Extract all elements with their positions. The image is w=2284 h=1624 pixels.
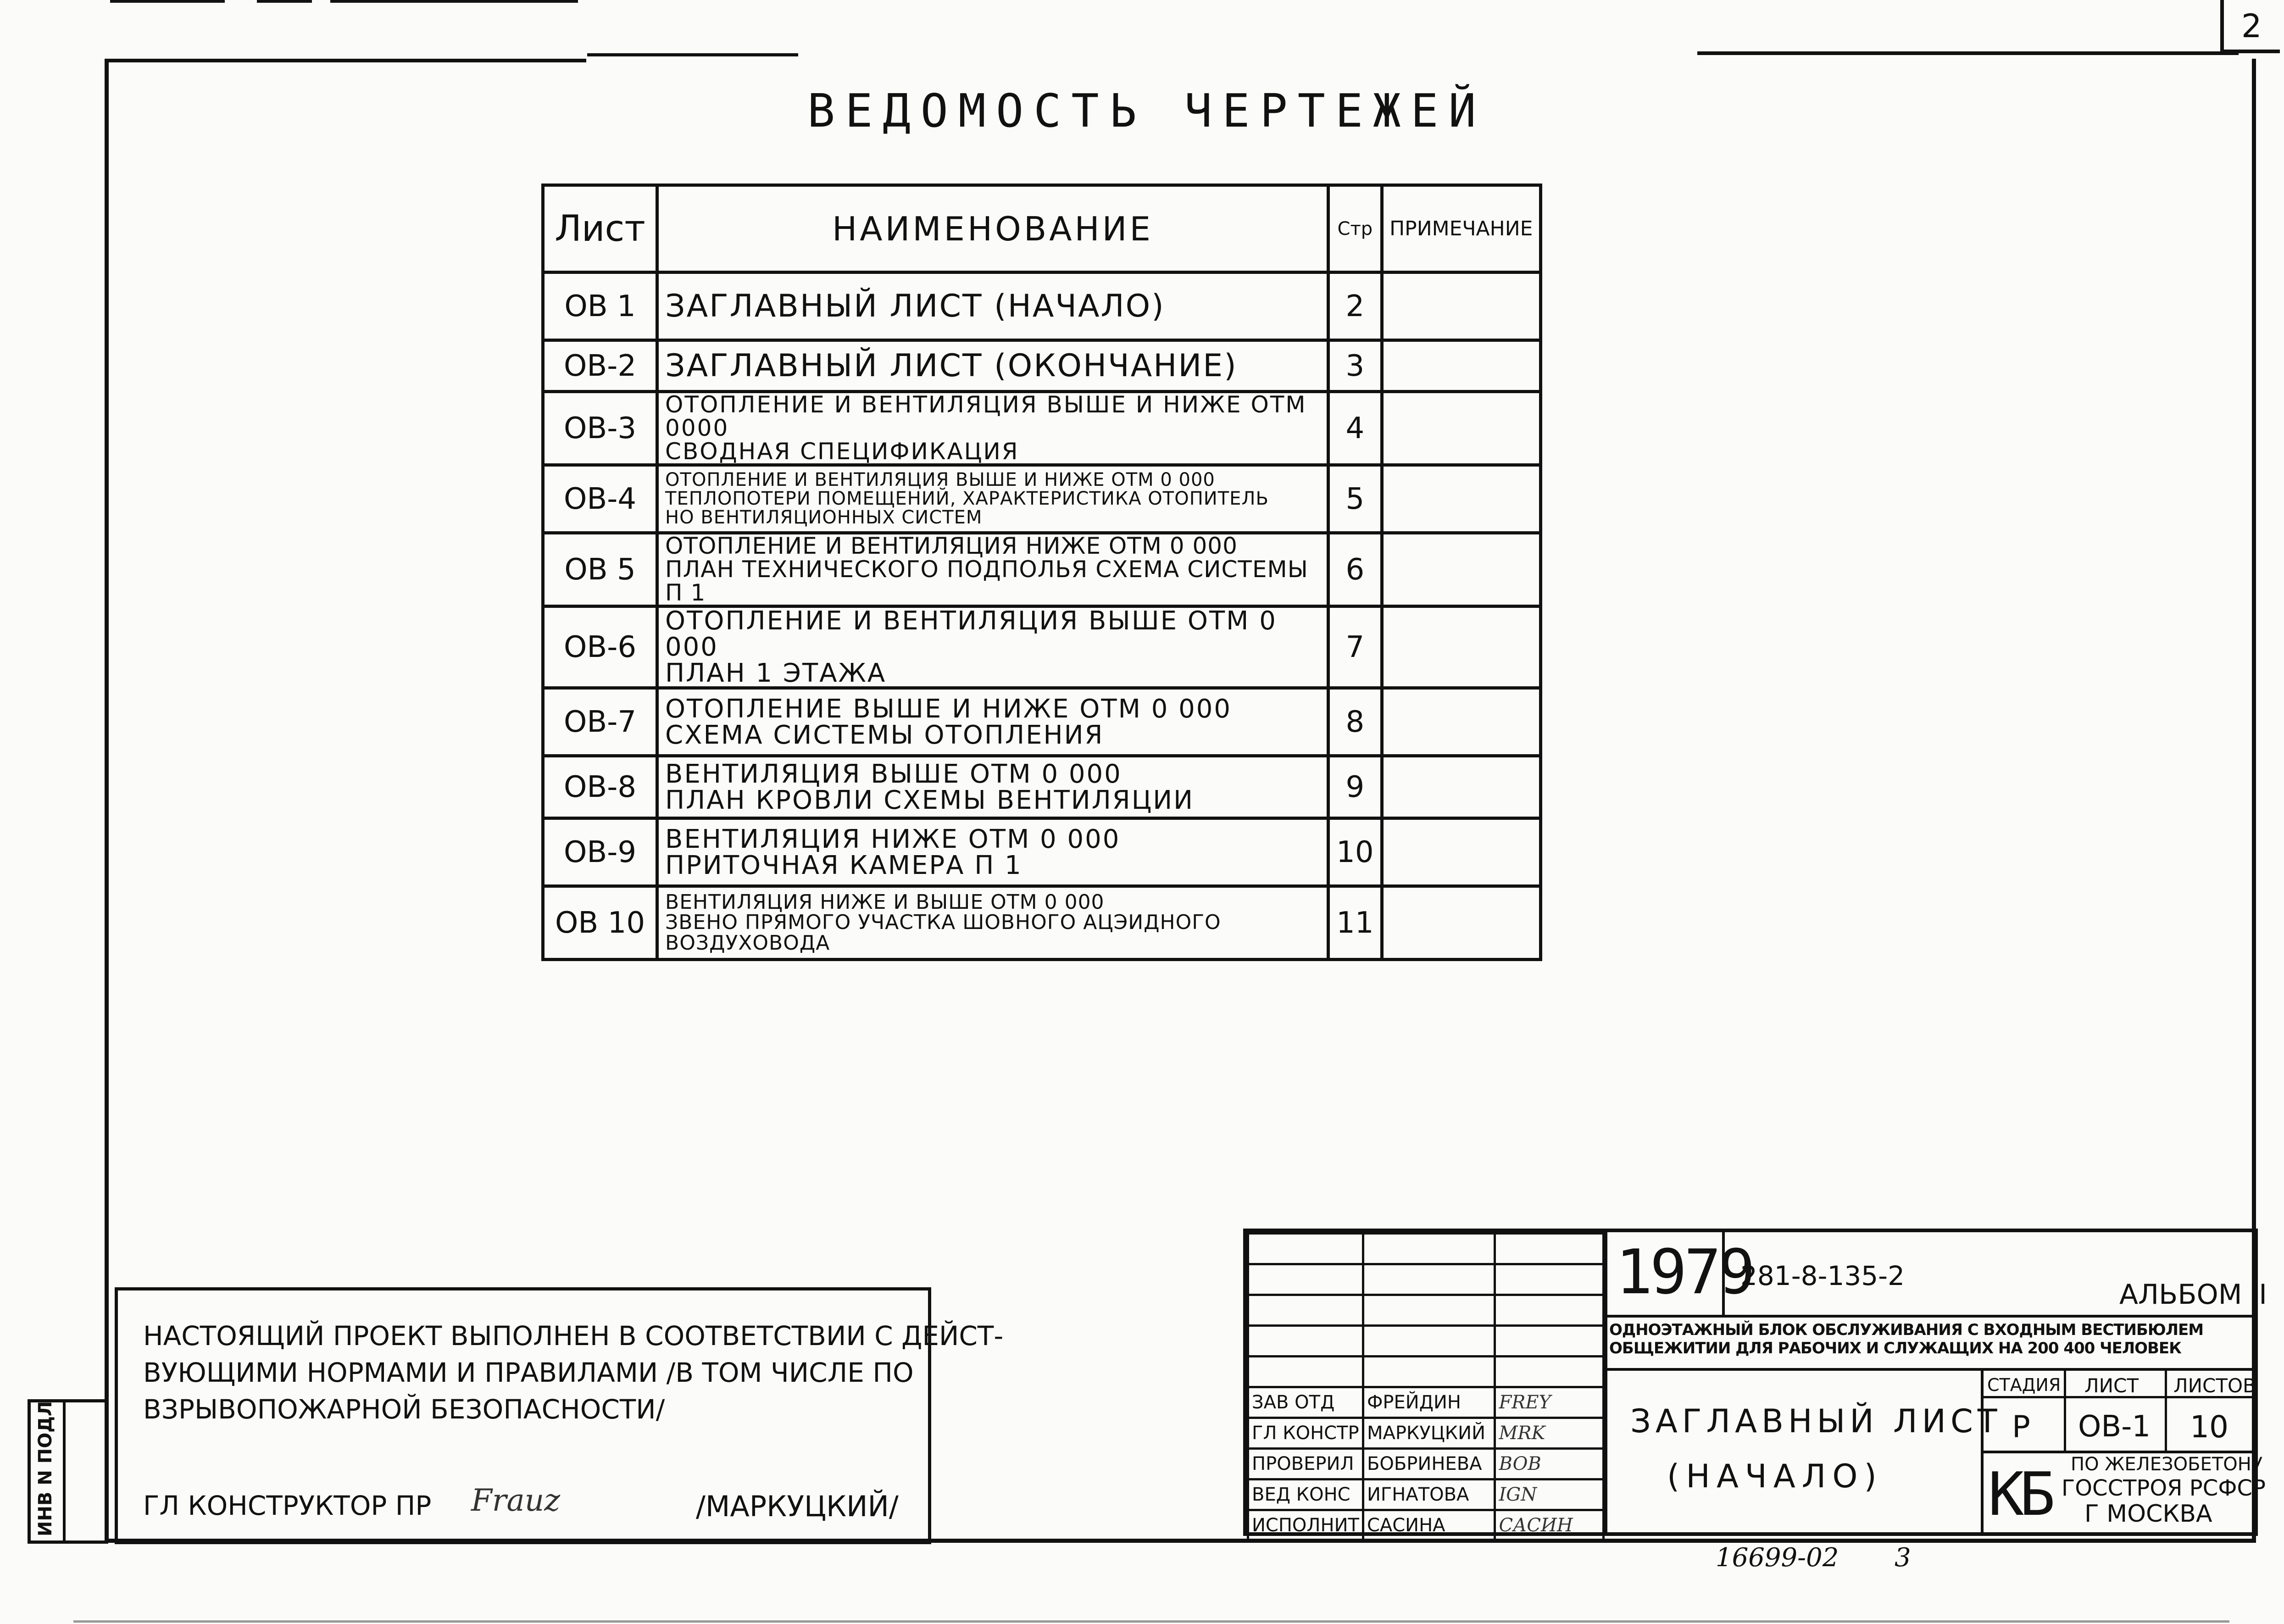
row-note	[1382, 688, 1540, 756]
signature-row	[1248, 1418, 1604, 1449]
table-row	[543, 273, 1541, 340]
stage-cell	[1984, 1398, 2066, 1453]
sig-name: САСИНА	[1363, 1510, 1495, 1541]
sheet-title-cell	[1607, 1368, 2002, 1532]
row-sheet: ОВ 10	[543, 886, 657, 960]
side-stamp	[28, 1399, 108, 1544]
project-line: ОБЩЕЖИТИИ ДЛЯ РАБОЧИХ И СЛУЖАЩИХ НА 200 400 ЧЕЛОВЕК	[1609, 1339, 2181, 1357]
table-row	[543, 886, 1541, 960]
org-line: ПО ЖЕЛЕЗОБЕТОНУ	[2071, 1454, 2263, 1475]
sheets-value: 10	[2190, 1409, 2228, 1445]
sheet-label: ЛИСТ	[2084, 1374, 2139, 1397]
project-name-row	[1607, 1318, 2254, 1369]
sig-role: ПРОВЕРИЛ	[1248, 1449, 1363, 1479]
sig-mark: MRK	[1495, 1418, 1604, 1449]
row-name: ОТОПЛЕНИЕ ВЫШЕ И НИЖЕ ОТМ 0 000 СХЕМА СИСТЕМЫ ОТОПЛЕНИЯ	[657, 688, 1328, 756]
row-name: ОТОПЛЕНИЕ И ВЕНТИЛЯЦИЯ ВЫШЕ И НИЖЕ ОТМ 0000 СВОДНАЯ СПЕЦИФИКАЦИЯ	[657, 392, 1328, 465]
row-page: 10	[1328, 818, 1382, 886]
year: 1979	[1616, 1236, 1753, 1308]
stage-label-cell	[1984, 1371, 2066, 1398]
row-note	[1382, 465, 1540, 533]
corner-number: 2	[2241, 7, 2262, 45]
compliance-line: ВУЮЩИМИ НОРМАМИ И ПРАВИЛАМИ /В ТОМ ЧИСЛЕ ПО	[143, 1357, 914, 1388]
corner-number-box	[2220, 0, 2280, 53]
row-note	[1382, 340, 1540, 392]
sig-role: ВЕД КОНС	[1248, 1479, 1363, 1510]
sig-name: ФРЕЙДИН	[1363, 1387, 1495, 1418]
table-row	[543, 392, 1541, 465]
row-name: ВЕНТИЛЯЦИЯ НИЖЕ ОТМ 0 000 ПРИТОЧНАЯ КАМЕРА П 1	[657, 818, 1328, 886]
row-note	[1382, 756, 1540, 818]
sheets-label-cell	[2167, 1371, 2254, 1398]
compliance-line: ВЗРЫВОПОЖАРНОЙ БЕЗОПАСНОСТИ/	[143, 1394, 665, 1425]
sheet-cell	[2066, 1398, 2167, 1453]
org-line: Г МОСКВА	[2084, 1500, 2212, 1528]
row-sheet: ОВ-3	[543, 392, 657, 465]
organization-cell	[1984, 1451, 2266, 1532]
row-note	[1382, 886, 1540, 960]
sig-mark: FREY	[1495, 1387, 1604, 1418]
side-stamp-text: ИНВ N ПОДЛ	[35, 1401, 56, 1536]
sig-name: ИГНАТОВА	[1363, 1479, 1495, 1510]
row-note	[1382, 533, 1540, 606]
sheet-value: ОВ-1	[2078, 1410, 2151, 1444]
row-page: 4	[1328, 392, 1382, 465]
row-sheet: ОВ 1	[543, 273, 657, 340]
sheets-label: ЛИСТОВ	[2173, 1374, 2256, 1397]
sheets-cell	[2167, 1398, 2254, 1453]
archive-page: 3	[1895, 1543, 1911, 1573]
row-sheet: ОВ-4	[543, 465, 657, 533]
row-sheet: ОВ-7	[543, 688, 657, 756]
row-note	[1382, 273, 1540, 340]
compliance-note	[115, 1287, 1004, 1544]
album: АЛЬБОМ II	[2119, 1279, 2267, 1311]
table-row	[543, 465, 1541, 533]
row-page: 2	[1328, 273, 1382, 340]
header-page: Стр	[1328, 185, 1382, 273]
signature-row	[1248, 1449, 1604, 1479]
row-note	[1382, 606, 1540, 688]
stage-label: СТАДИЯ	[1987, 1375, 2061, 1395]
code-row	[1607, 1232, 2267, 1318]
row-page: 7	[1328, 606, 1382, 688]
table-row	[543, 818, 1541, 886]
signer-name: /МАРКУЦКИЙ/	[696, 1490, 899, 1523]
project-line: ОДНОЭТАЖНЫЙ БЛОК ОБСЛУЖИВАНИЯ С ВХОДНЫМ ВЕСТИБЮЛЕМ	[1609, 1321, 2204, 1339]
row-name: ОТОПЛЕНИЕ И ВЕНТИЛЯЦИЯ ВЫШЕ ОТМ 0 000 ПЛАН 1 ЭТАЖА	[657, 606, 1328, 688]
frame-top-mid	[587, 53, 798, 56]
title-block-main	[1605, 1232, 2267, 1532]
sig-name: МАРКУЦКИЙ	[1363, 1418, 1495, 1449]
org-logo: КБ	[1988, 1459, 2051, 1529]
scan-mark	[257, 0, 312, 3]
row-name: ОТОПЛЕНИЕ И ВЕНТИЛЯЦИЯ ВЫШЕ И НИЖЕ ОТМ 0 000 ТЕПЛОПОТЕРИ ПОМЕЩЕНИЙ, ХАРАКТЕРИСТИКА ОТОПИТЕЛЬ НО ВЕНТИЛЯЦИОННЫХ СИСТЕМ	[657, 465, 1328, 533]
title-block	[1243, 1229, 2267, 1536]
row-sheet: ОВ 5	[543, 533, 657, 606]
scan-mark	[330, 0, 578, 3]
page-title: ВЕДОМОСТЬ ЧЕРТЕЖЕЙ	[807, 84, 1486, 138]
sheet-title: ЗАГЛАВНЫЙ ЛИСТ	[1630, 1402, 2002, 1440]
signature-row	[1248, 1479, 1604, 1510]
sig-role: ГЛ КОНСТР	[1248, 1418, 1363, 1449]
row-note	[1382, 818, 1540, 886]
sheet-title: (НАЧАЛО)	[1667, 1457, 1883, 1495]
frame-top-left	[105, 59, 586, 62]
table-row	[543, 756, 1541, 818]
row-name: ЗАГЛАВНЫЙ ЛИСТ (ОКОНЧАНИЕ)	[657, 340, 1328, 392]
row-sheet: ОВ-8	[543, 756, 657, 818]
signature-row	[1248, 1510, 1604, 1541]
sig-role: ЗАВ ОТД	[1248, 1387, 1363, 1418]
stage-value: Р	[2012, 1409, 2030, 1445]
row-sheet: ОВ-6	[543, 606, 657, 688]
sig-name: БОБРИНЕВА	[1363, 1449, 1495, 1479]
signer-label: ГЛ КОНСТРУКТОР ПР	[143, 1490, 432, 1521]
sig-role: ИСПОЛНИТ	[1248, 1510, 1363, 1541]
row-page: 8	[1328, 688, 1382, 756]
table-row	[543, 688, 1541, 756]
year-cell	[1607, 1232, 1753, 1315]
table-row	[543, 533, 1541, 606]
row-name: ОТОПЛЕНИЕ И ВЕНТИЛЯЦИЯ НИЖЕ ОТМ 0 000 ПЛАН ТЕХНИЧЕСКОГО ПОДПОЛЬЯ СХЕМА СИСТЕМЫ П 1	[657, 533, 1328, 606]
signature-row	[1248, 1387, 1604, 1418]
org-line: ГОССТРОЯ РСФСР	[2062, 1475, 2266, 1501]
row-name: ЗАГЛАВНЫЙ ЛИСТ (НАЧАЛО)	[657, 273, 1328, 340]
table-row	[543, 340, 1541, 392]
stage-grid	[1984, 1368, 2254, 1453]
drawings-table	[541, 184, 1542, 961]
row-name: ВЕНТИЛЯЦИЯ НИЖЕ И ВЫШЕ ОТМ 0 000 ЗВЕНО ПРЯМОГО УЧАСТКА ШОВНОГО АЦЭИДНОГО ВОЗДУХОВОДА	[657, 886, 1328, 960]
row-page: 6	[1328, 533, 1382, 606]
row-page: 3	[1328, 340, 1382, 392]
row-name: ВЕНТИЛЯЦИЯ ВЫШЕ ОТМ 0 000 ПЛАН КРОВЛИ СХЕМЫ ВЕНТИЛЯЦИИ	[657, 756, 1328, 818]
sig-mark: IGN	[1495, 1479, 1604, 1510]
table-header	[543, 185, 1541, 273]
scan-mark	[110, 0, 225, 3]
row-sheet: ОВ-2	[543, 340, 657, 392]
sig-mark: САСИН	[1495, 1510, 1604, 1541]
header-note: ПРИМЕЧАНИЕ	[1382, 185, 1540, 273]
project-code: 281-8-135-2	[1740, 1260, 1905, 1291]
signature: Frauz	[471, 1483, 560, 1518]
sheet-label-cell	[2066, 1371, 2167, 1398]
row-page: 5	[1328, 465, 1382, 533]
signature-table	[1247, 1232, 1605, 1542]
row-note	[1382, 392, 1540, 465]
table-row	[543, 606, 1541, 688]
row-sheet: ОВ-9	[543, 818, 657, 886]
header-name: НАИМЕНОВАНИЕ	[657, 185, 1328, 273]
compliance-line: НАСТОЯЩИЙ ПРОЕКТ ВЫПОЛНЕН В СООТВЕТСТВИИ С ДЕЙСТ-	[143, 1320, 1004, 1351]
frame-top-right	[1697, 51, 2239, 55]
archive-number: 16699-02	[1716, 1543, 1839, 1573]
header-sheet: Лист	[543, 185, 657, 273]
sig-mark: BOB	[1495, 1449, 1604, 1479]
scan-mark	[73, 1620, 2229, 1623]
row-page: 11	[1328, 886, 1382, 960]
row-page: 9	[1328, 756, 1382, 818]
